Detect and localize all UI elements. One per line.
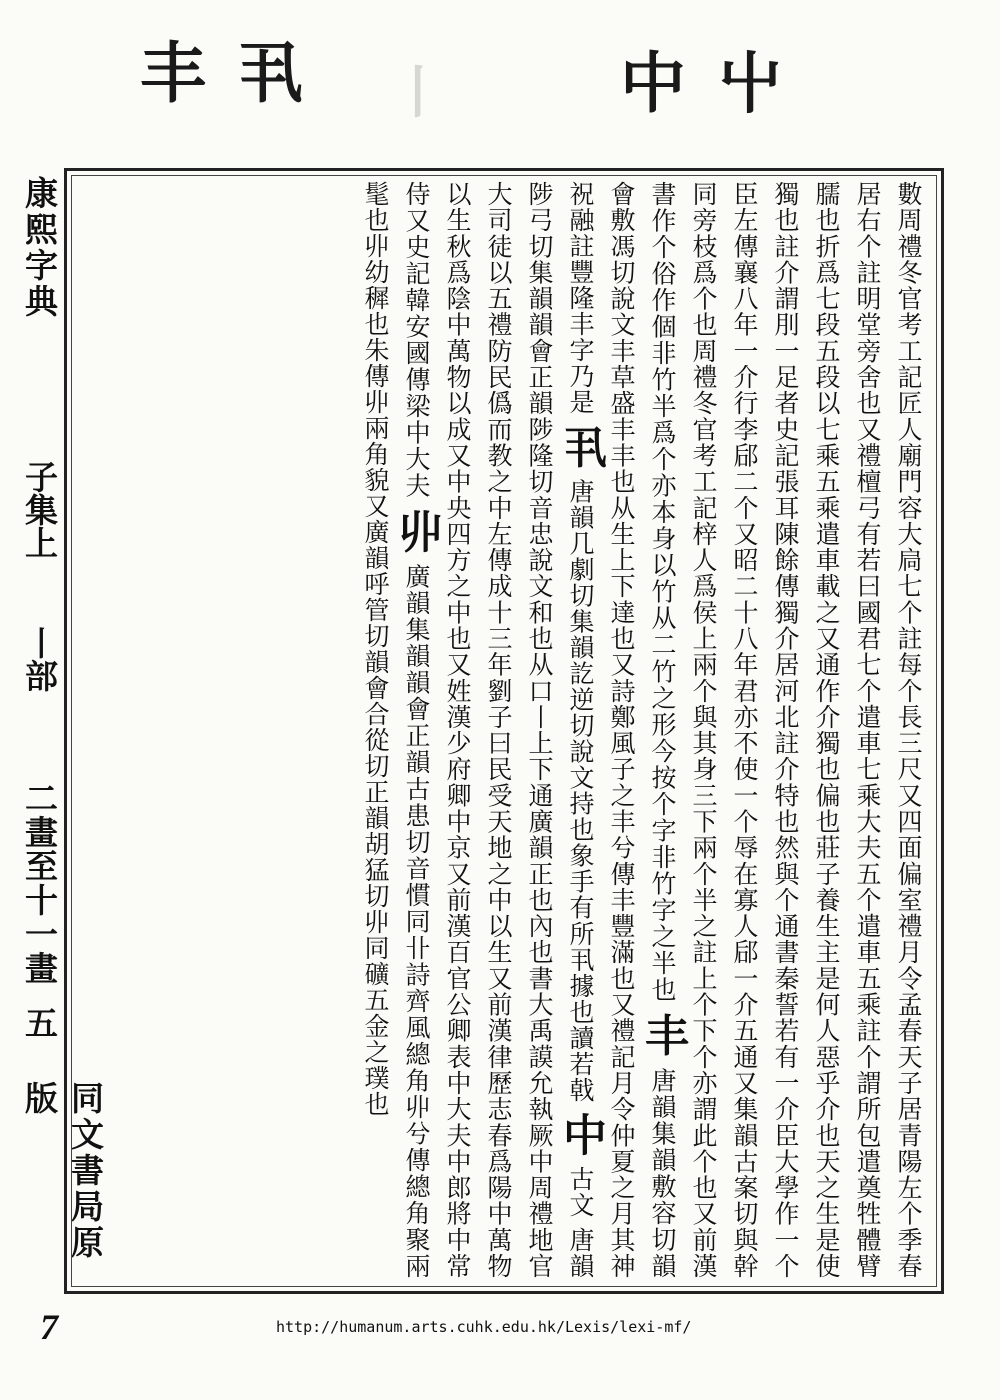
entry-continuation: 數周禮冬官考工記匠人廟門容大扃七个註每个長三尺又四面偏室禮月令孟春天子居青陽左个季春居右个註明堂旁舍也又禮檀弓有若曰國君七个遣車七乘大夫五个遣車五乘註个謂所包遣奠牲體臂臑也折爲七段五段以七乘五乘遣車載之又通作介獨也偏也莊子養生主是何人惡乎介也天之生是使獨也註介謂刖一足者史記張耳陳餘傳獨介居河北註介特也然與个通書秦誓若有一介臣大學作一个臣左傳襄八年一介行李郈二个又昭二十八年君亦不使一个辱在寡人郈一介五通又集韻古案切與幹同旁枝爲个也周禮冬官考工記梓人爲侯上兩个與其身三下兩个半之註上个下个亦謂此个也又前漢書作个俗作個非竹半爲个亦本身以竹从二竹之形今按个字非竹字之半也 xyxy=(648,181,923,1279)
page-number: 7 xyxy=(40,1307,58,1347)
seal-forms-right: 中 屮 xyxy=(620,44,787,122)
page-margin-label xyxy=(16,176,105,1296)
entry-head-guan: 丱 xyxy=(391,508,442,555)
publisher-label: 同文書局原版 xyxy=(20,1081,105,1261)
stroke-range-label: 二畫至十一畫 xyxy=(20,781,59,985)
entry-text-ji: 唐韻几劇切集韻訖逆切說文持也象手有所丮據也讀若戟 xyxy=(566,478,595,1103)
entry-text-feng: 唐韻集韻敷容切韻會敷馮切說文丰草盛丰丰也从生上下達也又詩鄭風子之丰兮傳丰豐滿也又禮記月令仲夏之月其神祝融註豐隆丰字乃是 xyxy=(566,181,677,1279)
book-title: 康熙字典 xyxy=(20,176,59,320)
entry-head-ji: 丮 xyxy=(555,424,606,470)
entry-head-feng: 丰 xyxy=(637,1012,688,1058)
radical-label: 丨部 xyxy=(20,626,59,692)
seal-forms-left: 丰 丮 xyxy=(140,34,307,112)
seal-script-header xyxy=(60,20,940,170)
text-frame xyxy=(64,168,944,1294)
section-label: 子集上 xyxy=(20,460,59,559)
entry-head-zhong: 中 xyxy=(555,1111,606,1157)
dictionary-body xyxy=(77,181,929,1279)
entry-text-guan: 廣韻集韻韻會正韻古患切音慣同卝詩齊風總角丱兮傳總角聚兩髦也丱幼穉也朱傳丱兩角貌又廣韻呼管切韻會合從切正韻胡猛切丱同礦五金之璞也 xyxy=(361,181,431,1279)
entry-text-zhong: 古文 唐韻陟弓切集韻韻會正韻陟隆切音忠說文和也从口丨上下通廣韻正也內也書大禹謨允執厥中周禮地官大司徒以五禮防民僞而教之中左傳成十三年劉子曰民受天地之中以生又前漢律歷志春爲陽中萬物以生秋爲陰中萬物以成又中央四方之中也又姓漢少府卿中京又前漢百官公卿表中大夫中郎將中常侍又史記韓安國傳梁中大夫 xyxy=(402,181,595,1279)
seal-ghost-glyph: 丨 xyxy=(390,60,450,126)
page-marker: 五 xyxy=(20,1006,59,1039)
source-url-link[interactable]: http://humanum.arts.cuhk.edu.hk/Lexis/lexi-mf/ xyxy=(276,1318,692,1336)
